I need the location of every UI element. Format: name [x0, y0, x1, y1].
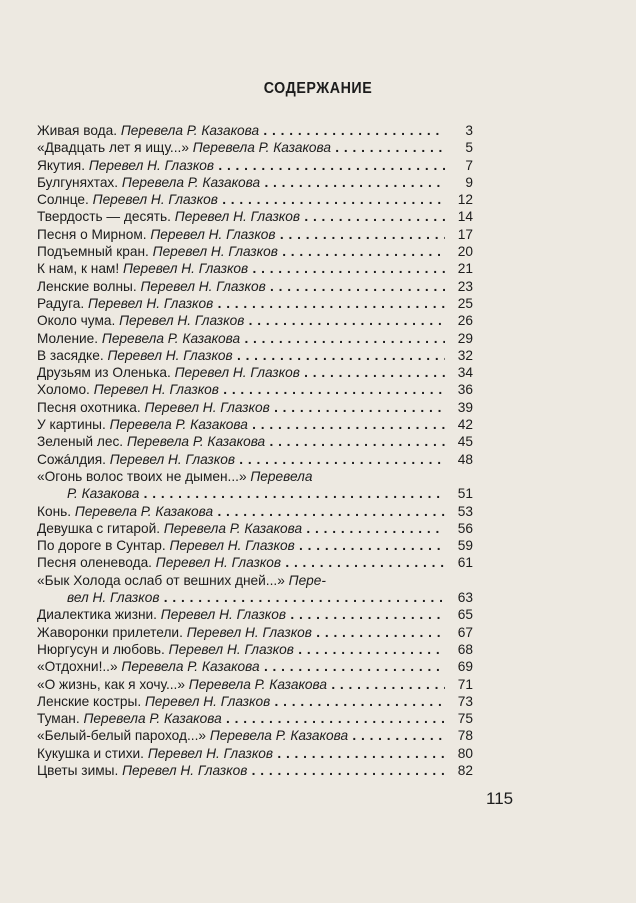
toc-entry — [37, 589, 473, 606]
toc-entry — [37, 157, 473, 174]
toc-entry-page: 21 — [457, 261, 473, 277]
toc-entry — [37, 606, 473, 623]
toc-entry — [37, 312, 473, 329]
toc-entry — [37, 278, 473, 295]
toc-entry-translator: Перевел Н. Глазков — [169, 538, 295, 554]
toc-entry — [37, 520, 473, 537]
toc-entry-title: «Белый-белый пароход...» — [37, 728, 207, 744]
toc-entry-page: 26 — [457, 313, 473, 329]
toc-entry-page: 67 — [457, 624, 473, 640]
toc-entry-translator: Перевела Р. Казакова — [121, 174, 261, 190]
toc-entry-page: 39 — [457, 399, 473, 415]
toc-entry-text — [37, 364, 445, 381]
toc-entry-page: 29 — [457, 330, 473, 346]
toc-entry-title: Песня о Мирном. — [37, 226, 147, 242]
toc-entry — [37, 122, 473, 139]
toc-entry-translator: Перевела Р. Казакова — [83, 711, 222, 727]
toc-entry — [37, 208, 473, 225]
toc-entry-text — [37, 226, 445, 243]
toc-entry-text — [37, 243, 445, 260]
toc-entry-page: 17 — [457, 226, 473, 242]
toc-entry-translator: Перевел Н. Глазков — [109, 451, 235, 467]
toc-entry-text — [37, 520, 445, 537]
toc-entry-page: 48 — [457, 451, 473, 467]
toc-entry-page: 25 — [457, 295, 473, 311]
toc-entry-text — [37, 122, 445, 139]
toc-entry-page: 53 — [457, 503, 473, 519]
toc-entry-title: Девушка с гитарой. — [37, 520, 161, 536]
toc-entry — [37, 641, 473, 658]
toc-entry — [37, 727, 473, 744]
toc-entry-text — [37, 537, 445, 554]
toc-entry-title: Песня охотника. — [37, 399, 141, 415]
toc-entry-translator: Перевел Н. Глазков — [107, 347, 233, 363]
toc-entry-text — [37, 191, 445, 208]
toc-entry-title: Сожáлдия. — [37, 451, 106, 467]
toc-entry-text — [37, 762, 445, 779]
toc-entry-translator: Перевел Н. Глазков — [92, 192, 218, 208]
toc-entry-text — [37, 641, 445, 658]
toc-entry-title: Жаворонки прилетели. — [37, 624, 183, 640]
toc-entry-translator: Перевела Р. Казакова — [74, 503, 214, 519]
toc-entry-page: 9 — [465, 174, 473, 190]
toc-entry — [37, 416, 473, 433]
toc-entry-text — [37, 260, 445, 277]
toc-entry-text — [37, 727, 445, 744]
toc-entry-text — [37, 503, 445, 520]
page-title: СОДЕРЖАНИЕ — [263, 80, 373, 97]
toc-entry-title: По дороге в Сунтар. — [37, 538, 166, 554]
toc-entry-page: 82 — [457, 762, 473, 778]
toc-entry-translator: Перевел Н. Глазков — [93, 382, 219, 398]
toc-entry-text — [37, 554, 445, 571]
toc-entry — [37, 745, 473, 762]
toc-entry-text — [37, 330, 445, 347]
toc-entry-translator: Перевела Р. Казакова — [188, 676, 328, 692]
toc-entry-translator: Перевел Н. Глазков — [152, 244, 278, 260]
toc-entry-text — [37, 693, 445, 710]
toc-entry-translator: Перевел Н. Глазков — [147, 745, 274, 761]
toc-entry — [37, 399, 473, 416]
toc-entry-translator: Перевел Н. Глазков — [144, 693, 271, 709]
toc-entry-translator: Перевела Р. Казакова — [109, 417, 248, 433]
toc-entry-title: Конь. — [37, 503, 72, 519]
toc-entry-page: 12 — [457, 192, 473, 208]
toc-entry-page: 56 — [457, 520, 473, 536]
toc-entry-title: Твердость — десять. — [37, 209, 171, 225]
toc-entry-page: 36 — [457, 382, 473, 398]
toc-entry-text — [37, 710, 445, 727]
toc-entry — [37, 572, 473, 589]
toc-entry-title: Живая вода. — [37, 123, 118, 138]
toc-entry-page: 51 — [457, 486, 473, 502]
toc-entry-title: Радуга. — [37, 295, 85, 311]
toc-entry-page: 42 — [457, 417, 473, 433]
toc-entry-translator: Перевел Н. Глазков — [122, 261, 249, 277]
toc-entry-title: Песня оленевода. — [37, 555, 152, 571]
toc-entry — [37, 174, 473, 191]
toc-entry-page: 34 — [457, 365, 473, 381]
toc-entry-text — [37, 381, 445, 398]
toc-entry-text — [37, 745, 445, 762]
toc-entry-translator: Перевела Р. Казакова — [192, 140, 331, 156]
toc-entry — [37, 451, 473, 468]
toc-entry-page: 69 — [457, 659, 473, 675]
toc-entry-title: Диалектика жизни. — [37, 607, 157, 623]
toc-entry-translator: Перевела Р. Казакова — [101, 330, 241, 346]
toc-entry — [37, 468, 473, 485]
toc-entry — [37, 347, 473, 364]
toc-entry-translator: Перевел Н. Глазков — [150, 226, 276, 242]
toc-entry-text — [37, 468, 445, 485]
toc-entry — [37, 624, 473, 641]
toc-entry-text — [37, 451, 445, 468]
toc-entry-text — [37, 157, 445, 174]
toc-entry-text — [37, 624, 445, 641]
toc-entry-page: 59 — [457, 538, 473, 554]
toc-entry-title: «Отдохни!..» — [37, 659, 118, 675]
toc-entry — [37, 433, 473, 450]
toc-entry-page: 71 — [457, 676, 473, 692]
toc-entry — [37, 139, 473, 156]
toc-entry-translator: Перевел Н. Глазков — [140, 278, 266, 294]
toc-entry-translator: Перевела Р. Казакова — [163, 520, 303, 536]
toc-entry-text — [37, 676, 445, 693]
toc-entry-text — [37, 399, 445, 416]
toc-entry — [37, 537, 473, 554]
toc-entry — [37, 676, 473, 693]
toc-entry — [37, 503, 473, 520]
toc-entry — [37, 485, 473, 502]
toc-entry-title: Моление. — [37, 330, 99, 346]
toc-entry-page: 75 — [457, 711, 473, 727]
toc-entry-text — [37, 278, 445, 295]
toc-entry-title: «Огонь волос твоих не дымен...» — [37, 468, 247, 484]
toc-entry-title: Нюргусун и любовь. — [37, 641, 165, 657]
toc-entry-title: К нам, к нам! — [37, 261, 120, 277]
toc-entry-translator: Перевела Р. Казакова — [209, 728, 349, 744]
toc-entry-translator: Пере- — [288, 572, 326, 588]
toc-entry-page: 3 — [465, 123, 473, 138]
toc-entry-translator: Перевела Р. Казакова — [121, 659, 260, 675]
toc-entry — [37, 364, 473, 381]
toc-entry-title: «Двадцать лет я ищу...» — [37, 140, 189, 156]
toc-entry-text — [37, 208, 445, 225]
toc-entry — [37, 658, 473, 675]
toc-entry-title: Около чума. — [37, 313, 116, 329]
toc-entry-page: 68 — [457, 641, 473, 657]
toc-entry-translator: Р. Казакова — [67, 486, 140, 502]
toc-entry — [37, 554, 473, 571]
toc-entry-text — [37, 485, 445, 502]
toc-entry-title: У картины. — [37, 417, 106, 433]
toc-entry-title: Друзьям из Оленька. — [37, 365, 171, 381]
toc-entry-text — [37, 174, 445, 191]
toc-entry-title: Цветы зимы. — [37, 762, 119, 778]
toc-entry-title: Булгуняхтах. — [37, 174, 119, 190]
toc-entry — [37, 295, 473, 312]
toc-entry — [37, 226, 473, 243]
toc-entry-translator: Перевел Н. Глазков — [168, 641, 294, 657]
toc-entry-text — [37, 572, 445, 589]
toc-entry-page: 14 — [457, 209, 473, 225]
toc-entry-title: Кукушка и стихи. — [37, 745, 144, 761]
toc-entry-page: 65 — [457, 607, 473, 623]
toc-entry-title: В засядке. — [37, 347, 104, 363]
toc-entry-translator: Перевел Н. Глазков — [119, 313, 245, 329]
toc-entry-page: 5 — [465, 140, 473, 156]
toc-entry-text — [37, 606, 445, 623]
toc-entry-page: 45 — [457, 434, 473, 450]
toc-entry-translator: Перевела — [250, 468, 313, 484]
toc-entry-text — [37, 658, 445, 675]
toc-entry-translator: Перевел Н. Глазков — [88, 295, 214, 311]
toc-entry-translator: Перевел Н. Глазков — [88, 157, 215, 173]
toc-entry-title: Якутия. — [37, 157, 85, 173]
toc-entry-title: «О жизнь, как я хочу...» — [37, 676, 185, 692]
toc-entry — [37, 762, 473, 779]
toc-entry-text — [37, 295, 445, 312]
toc-entry-translator: Перевел Н. Глазков — [160, 607, 287, 623]
toc-entry-text — [37, 347, 445, 364]
toc-entry-page: 80 — [457, 745, 473, 761]
toc-entry-translator: Перевел Н. Глазков — [186, 624, 312, 640]
toc-entry-translator: Перевел Н. Глазков — [155, 555, 282, 571]
toc-entry — [37, 381, 473, 398]
toc-entry-translator: Перевел Н. Глазков — [174, 209, 301, 225]
toc-entry-title: Зеленый лес. — [37, 434, 124, 450]
toc-entry-translator: Перевела Р. Казакова — [126, 434, 266, 450]
toc-entry-title: Солнце. — [37, 192, 89, 208]
toc-entry-translator: Перевел Н. Глазков — [174, 365, 300, 381]
toc-entry-page: 78 — [457, 728, 473, 744]
toc-entry-text — [37, 433, 445, 450]
page-number: 115 — [486, 789, 514, 808]
toc-entry-title: Холомо. — [37, 382, 90, 398]
toc-entry — [37, 243, 473, 260]
toc-entry — [37, 260, 473, 277]
toc-entry-title: Ленские костры. — [37, 693, 142, 709]
toc-entry-page: 73 — [457, 693, 473, 709]
toc-entry-translator: вел Н. Глазков — [67, 590, 160, 606]
table-of-contents — [37, 122, 473, 779]
toc-entry-text — [37, 589, 445, 606]
toc-entry-text — [37, 312, 445, 329]
toc-entry-page: 32 — [457, 347, 473, 363]
toc-entry-translator: Перевел Н. Глазков — [144, 399, 270, 415]
toc-entry-translator: Перевела Р. Казакова — [120, 123, 260, 138]
toc-entry — [37, 330, 473, 347]
toc-entry-page: 20 — [457, 244, 473, 260]
toc-entry-title: Туман. — [37, 711, 80, 727]
toc-entry-page: 23 — [457, 278, 473, 294]
toc-entry-text — [37, 416, 445, 433]
toc-entry-page: 7 — [465, 157, 473, 173]
toc-entry-title: Подъемный кран. — [37, 244, 149, 260]
toc-entry-title: Ленские волны. — [37, 278, 137, 294]
toc-entry-translator: Перевел Н. Глазков — [122, 762, 248, 778]
toc-entry — [37, 191, 473, 208]
toc-entry-page: 61 — [457, 555, 473, 571]
toc-entry-title: «Бык Холода ослаб от вешних дней...» — [37, 572, 285, 588]
toc-entry-text — [37, 139, 445, 156]
toc-entry — [37, 710, 473, 727]
toc-entry — [37, 693, 473, 710]
toc-entry-page: 63 — [457, 590, 473, 606]
